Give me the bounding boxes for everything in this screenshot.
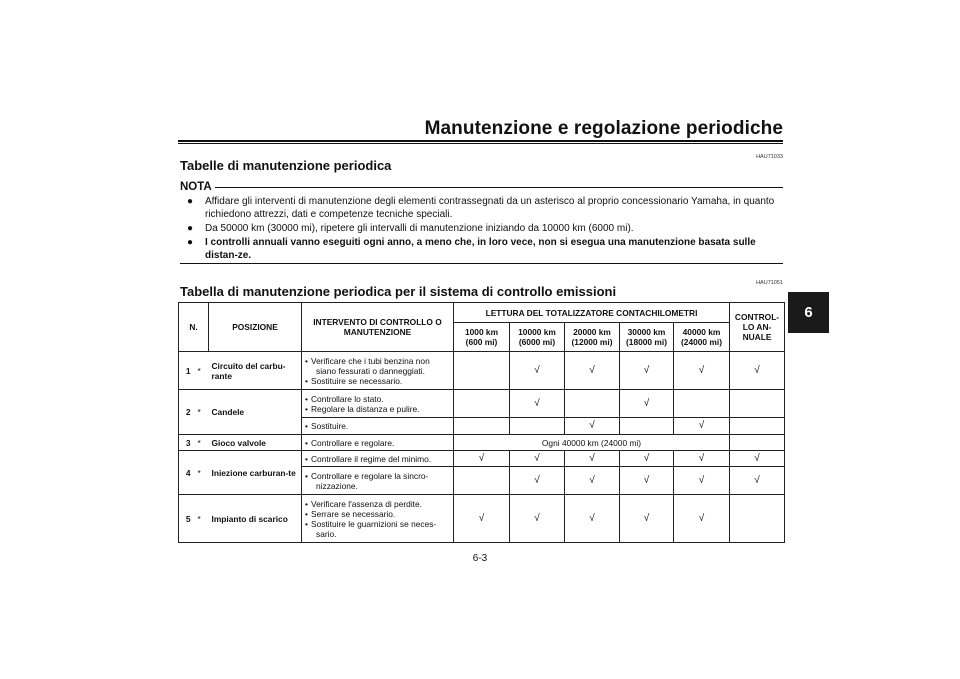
check-mark: √: [730, 451, 785, 467]
col-header-km: 20000 km (12000 mi): [565, 323, 620, 352]
section-ref-code: HAU71051: [756, 280, 783, 286]
interval-note: Ogni 40000 km (24000 mi): [454, 435, 730, 451]
check-mark: √: [674, 495, 730, 543]
note-label: NOTA: [180, 181, 212, 193]
check-mark: √: [510, 495, 565, 543]
col-header-odometer: LETTURA DEL TOTALIZZATORE CONTACHILOMETRI: [454, 303, 730, 323]
check-mark: √: [674, 418, 730, 435]
check-mark: √: [620, 352, 674, 390]
title-rule-thin: [178, 143, 783, 144]
table-row: 1 * Circuito del carbu-rante • Verificare che i tubi benzina non siano fessurati o danneggiati. • Sostituire se necessario. √ √ √ √ √: [179, 352, 785, 390]
check-mark: √: [510, 451, 565, 467]
col-header-km: 1000 km (600 mi): [454, 323, 510, 352]
check-mark: √: [510, 467, 565, 495]
col-header-km: 40000 km (24000 mi): [674, 323, 730, 352]
check-mark: √: [510, 390, 565, 418]
bullet-icon: ●: [187, 196, 194, 207]
note-list: [180, 195, 783, 263]
check-mark: √: [674, 467, 730, 495]
maintenance-table: [178, 302, 785, 543]
col-header-km: 10000 km (6000 mi): [510, 323, 565, 352]
col-header-annual: CONTROL-LO AN-NUALE: [730, 303, 785, 352]
check-mark: √: [565, 352, 620, 390]
note-header: [180, 181, 783, 193]
table-row: 2 * Candele • Controllare lo stato. • Regolare la distanza e pulire. √ √: [179, 390, 785, 418]
check-mark: √: [510, 352, 565, 390]
check-mark: √: [565, 467, 620, 495]
table-row: • Sostituire. √ √: [179, 418, 785, 435]
check-mark: √: [730, 352, 785, 390]
title-rule: [178, 140, 783, 142]
note-item: ● Da 50000 km (30000 mi), ripetere gli intervalli di manutenzione iniziando da 10000 km (6000 mi).: [187, 223, 634, 234]
table-row: 4 * Iniezione carburan-te • Controllare il regime del minimo. √ √ √ √ √ √: [179, 451, 785, 467]
note-end-rule: [180, 263, 783, 264]
col-header-intervention: INTERVENTO DI CONTROLLO O MANUTENZIONE: [302, 303, 454, 352]
section-ref-code: HAU71033: [756, 154, 783, 160]
col-header-n: N.: [179, 303, 209, 352]
check-mark: √: [620, 495, 674, 543]
check-mark: √: [730, 467, 785, 495]
page-number: 6-3: [472, 553, 488, 564]
col-header-position: POSIZIONE: [209, 303, 302, 352]
page-title: Manutenzione e regolazione periodiche: [424, 118, 783, 139]
check-mark: √: [565, 418, 620, 435]
check-mark: √: [674, 352, 730, 390]
check-mark: √: [620, 451, 674, 467]
table-row: • Controllare e regolare la sincro-nizzazione. √ √ √ √ √: [179, 467, 785, 495]
check-mark: √: [620, 390, 674, 418]
check-mark: √: [620, 467, 674, 495]
note-item: ● Affidare gli interventi di manutenzione degli elementi contrassegnati da un asterisco al proprio concessionario Yamaha, in quanto richiedono attrezzi, dati e competenze tecniche speciali.: [187, 196, 775, 220]
bullet-icon: ●: [187, 223, 194, 234]
check-mark: √: [565, 495, 620, 543]
section-heading: Tabelle di manutenzione periodica: [180, 158, 392, 173]
check-mark: √: [674, 451, 730, 467]
check-mark: √: [565, 451, 620, 467]
chapter-tab[interactable]: 6: [788, 292, 829, 333]
check-mark: √: [454, 451, 510, 467]
note-item: ● I controlli annuali vanno eseguiti ogni anno, a meno che, in loro vece, non si esegua una manutenzione basata sulle distan-ze.: [187, 237, 756, 261]
note-rule: [215, 187, 783, 188]
table-row: 3 * Gioco valvole • Controllare e regolare. Ogni 40000 km (24000 mi): [179, 435, 785, 451]
table-row: 5 * Impianto di scarico • Verificare l'assenza di perdite. • Serrare se necessario. • Sostituire le guarnizioni se neces-sario. √ √ √ √ √: [179, 495, 785, 543]
check-mark: √: [454, 495, 510, 543]
col-header-km: 30000 km (18000 mi): [620, 323, 674, 352]
section-heading: Tabella di manutenzione periodica per il sistema di controllo emissioni: [180, 284, 617, 299]
bullet-icon: ●: [187, 237, 194, 248]
